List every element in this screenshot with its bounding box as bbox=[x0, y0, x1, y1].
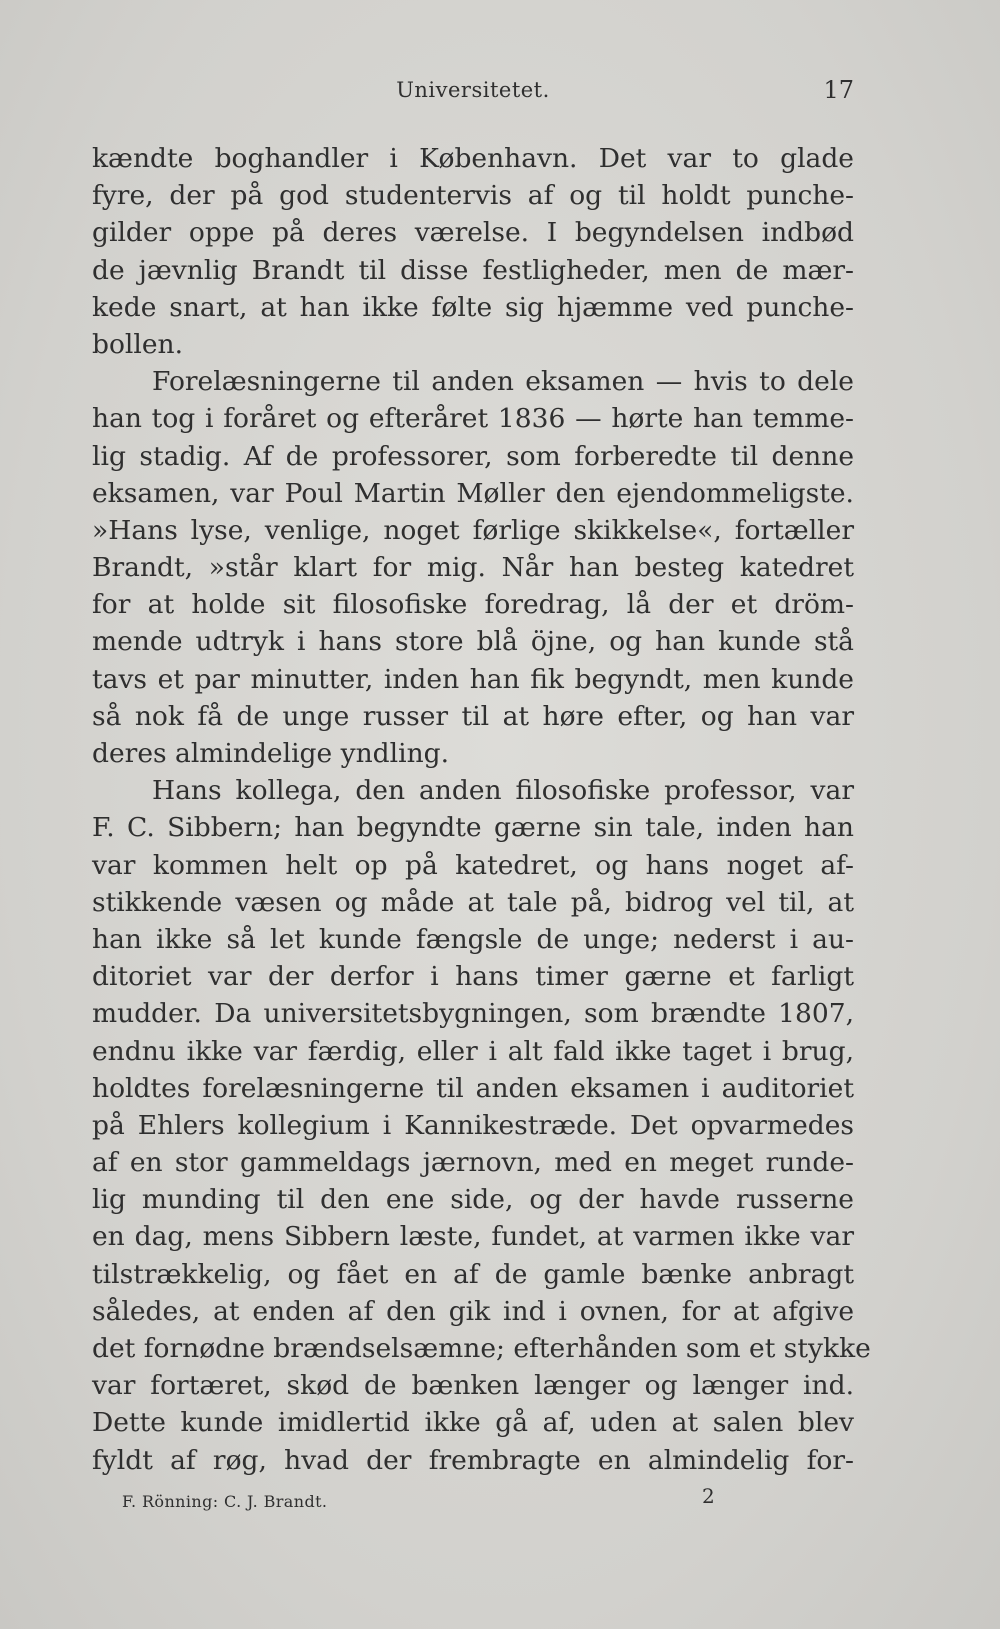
text-line: var fortæret, skød de bænken længer og længer ind. bbox=[92, 1370, 854, 1402]
running-head bbox=[92, 78, 854, 108]
text-line: det fornødne brændselsæmne; efterhånden som et stykke bbox=[92, 1333, 871, 1364]
text-line: tilstrækkelig, og fået en af de gamle bænke anbragt bbox=[92, 1258, 854, 1290]
text-line: således, at enden af den gik ind i ovnen, for at afgive bbox=[92, 1295, 854, 1327]
printer-signature: F. Rönning: C. J. Brandt. bbox=[122, 1492, 328, 1511]
text-line: bollen. bbox=[92, 328, 184, 360]
text-line: så nok få de unge russer til at høre efter, og han var bbox=[92, 700, 854, 732]
text-line: holdtes forelæsningerne til anden eksamen i auditoriet bbox=[92, 1072, 854, 1104]
text-line: af en stor gammeldags jærnovn, med en meget runde- bbox=[92, 1147, 854, 1179]
text-line: »Hans lyse, venlige, noget førlige skikkelse«, fortæller bbox=[92, 514, 854, 546]
text-line: Brandt, »står klart for mig. Når han besteg katedret bbox=[92, 552, 854, 584]
text-line: endnu ikke var færdig, eller i alt fald ikke taget i brug, bbox=[92, 1035, 854, 1067]
text-line: mudder. Da universitetsbygningen, som brændte 1807, bbox=[92, 998, 854, 1030]
page-number: 17 bbox=[823, 76, 854, 104]
text-line: Forelæsningerne til anden eksamen — hvis to dele bbox=[152, 366, 854, 398]
text-line: kede snart, at han ikke følte sig hjæmme ved punche- bbox=[92, 291, 854, 323]
text-line: eksamen, var Poul Martin Møller den ejendommeligste. bbox=[92, 477, 854, 509]
text-line: kændte boghandler i København. Det var to glade bbox=[92, 143, 854, 174]
text-line: lig munding til den ene side, og der havde russerne bbox=[92, 1184, 854, 1216]
body-text bbox=[92, 140, 871, 1479]
text-line: fyldt af røg, hvad der frembragte en almindelig for- bbox=[92, 1444, 854, 1476]
text-line: fyre, der på god studentervis af og til holdt punche- bbox=[92, 180, 854, 212]
text-line: for at holde sit filosofiske foredrag, lå der et dröm- bbox=[92, 589, 854, 621]
text-line: de jævnlig Brandt til disse festligheder, men de mær- bbox=[92, 254, 854, 286]
text-line: gilder oppe på deres værelse. I begyndelsen indbød bbox=[92, 217, 854, 249]
text-line: han tog i foråret og efteråret 1836 — hørte han temme- bbox=[92, 403, 854, 435]
page-footer bbox=[122, 1484, 722, 1518]
text-line: stikkende væsen og måde at tale på, bidrog vel til, at bbox=[92, 886, 854, 918]
text-line: var kommen helt op på katedret, og hans noget af- bbox=[92, 849, 854, 881]
text-line: han ikke så let kunde fængsle de unge; nederst i au- bbox=[92, 923, 854, 955]
text-line: lig stadig. Af de professorer, som forberedte til denne bbox=[92, 440, 854, 472]
text-line: F. C. Sibbern; han begyndte gærne sin tale, inden han bbox=[92, 812, 854, 844]
text-line: deres almindelige yndling. bbox=[92, 738, 450, 769]
text-line: Hans kollega, den anden filosofiske professor, var bbox=[152, 775, 854, 807]
text-line: Dette kunde imidlertid ikke gå af, uden at salen blev bbox=[92, 1407, 854, 1439]
text-line: ditoriet var der derfor i hans timer gærne et farligt bbox=[92, 961, 854, 993]
text-line: tavs et par minutter, inden han fik begyndt, men kunde bbox=[92, 663, 854, 695]
text-line: en dag, mens Sibbern læste, fundet, at varmen ikke var bbox=[92, 1221, 854, 1253]
running-title: Universitetet. bbox=[396, 78, 550, 102]
text-line: mende udtryk i hans store blå öjne, og han kunde stå bbox=[92, 626, 854, 658]
text-line: på Ehlers kollegium i Kannikestræde. Det opvarmedes bbox=[92, 1109, 854, 1141]
sheet-number: 2 bbox=[702, 1484, 715, 1508]
